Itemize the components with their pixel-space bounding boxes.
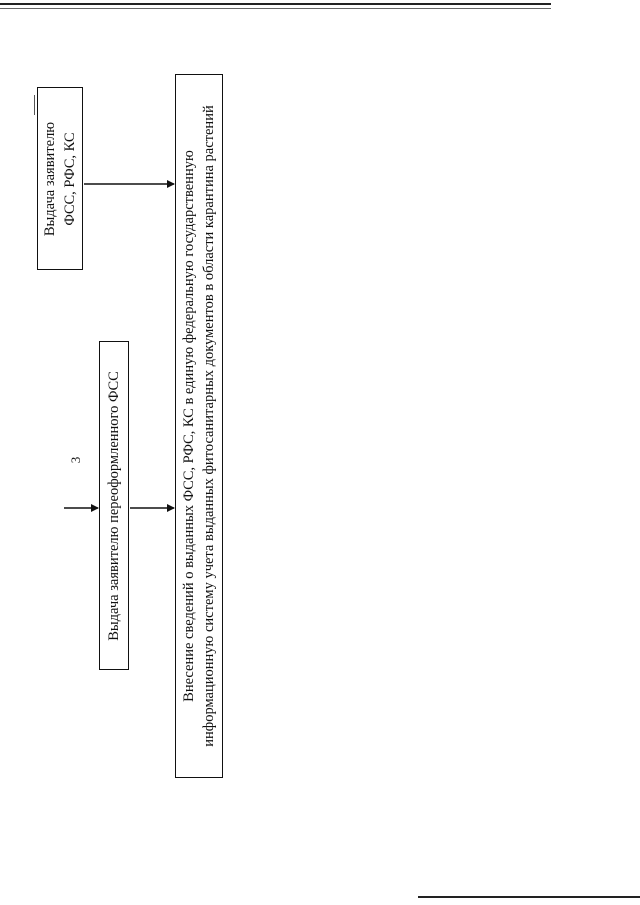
issue-fss-line-2: ФСС, РФС, КС — [62, 131, 78, 226]
issue-reissued-fss-line-1: Выдача заявителю переоформленного ФСС — [106, 370, 122, 641]
register-info-line-1: Внесение сведений о выданных ФСС, РФС, КС в единую федеральную государственную — [181, 150, 197, 702]
issue-fss-line-1: Выдача заявителю — [42, 121, 58, 236]
register-info-line-2: информационную систему учета выданных фитосанитарных документов в области карантина растений — [201, 105, 217, 747]
page-number: 3 — [68, 456, 83, 464]
